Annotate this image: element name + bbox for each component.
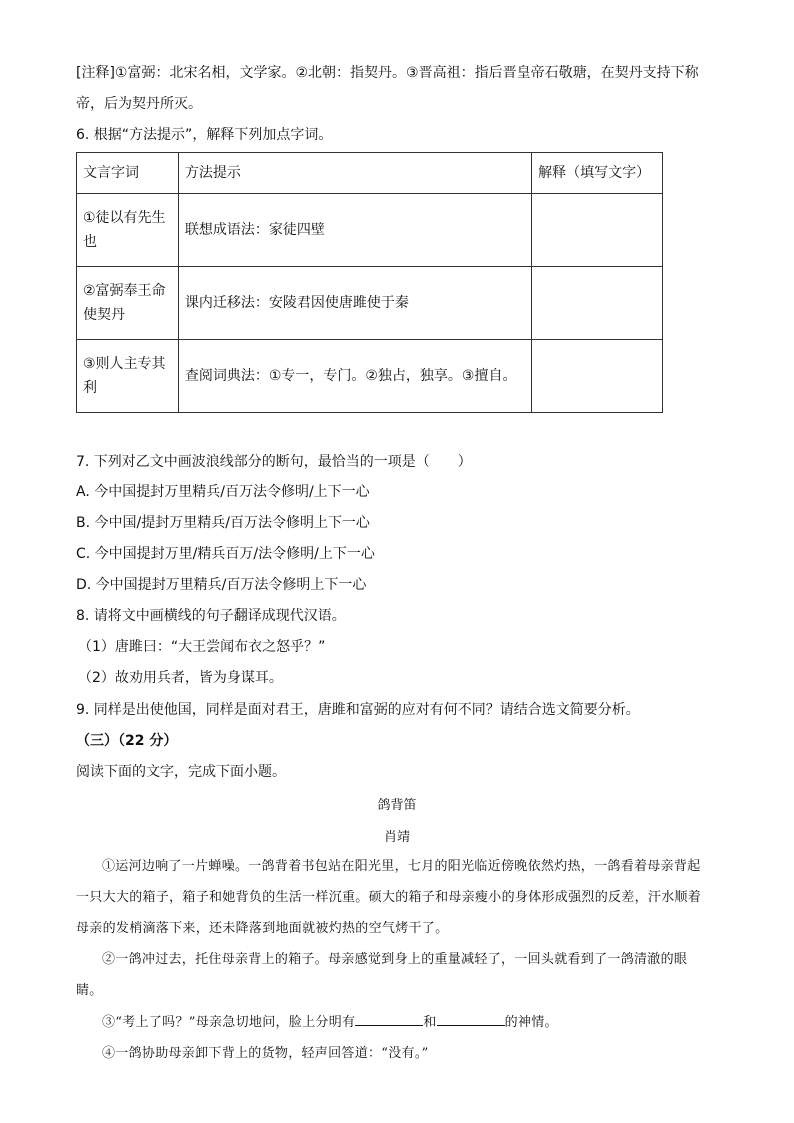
option-d[interactable]: D. 今中国提封万里精兵/百万法令修明上下一心 bbox=[76, 577, 367, 593]
passage-title: 鸽背笛 bbox=[377, 798, 417, 813]
hint-cell: 课内迁移法：安陵君因使唐雎使于秦 bbox=[178, 267, 531, 340]
word-line: ①徒以有先生 bbox=[83, 210, 166, 226]
translation-sentence-1: （1）唐雎曰：“大王尝闻布衣之怒乎？” bbox=[78, 639, 326, 655]
word-line: 使契丹 bbox=[83, 307, 125, 323]
passage-paragraph-4: ④一鸽协助母亲卸下背上的货物，轻声回答道：“没有。” bbox=[102, 1046, 429, 1061]
hint-cell: 联想成语法：家徒四壁 bbox=[178, 194, 531, 267]
option-b[interactable]: B. 今中国/提封万里精兵/百万法令修明上下一心 bbox=[76, 515, 370, 531]
vocabulary-table bbox=[76, 152, 663, 413]
word-line: ③则人主专其 bbox=[83, 356, 166, 372]
paragraph-text: 的神情。 bbox=[504, 1015, 558, 1030]
question-6-prompt: 6. 根据“方法提示”，解释下列加点字词。 bbox=[76, 127, 333, 143]
passage-paragraph-3 bbox=[76, 1007, 710, 1038]
answer-cell[interactable] bbox=[532, 340, 663, 413]
question-8-prompt: 8. 请将文中画横线的句子翻译成现代汉语。 bbox=[76, 608, 346, 624]
table-row bbox=[77, 340, 663, 413]
hint-cell: 查阅词典法：①专一，专门。②独占，独享。③擅自。 bbox=[178, 340, 531, 413]
fill-blank-1[interactable] bbox=[355, 1011, 423, 1026]
table-header-cell: 解释（填写文字） bbox=[532, 153, 663, 194]
answer-cell[interactable] bbox=[532, 267, 663, 340]
answer-cell[interactable] bbox=[532, 194, 663, 267]
section-heading: （三）（22 分） bbox=[76, 733, 178, 749]
option-a[interactable]: A. 今中国提封万里精兵/百万法令修明/上下一心 bbox=[76, 484, 370, 500]
translation-sentence-2: （2）故劝用兵者，皆为身谋耳。 bbox=[78, 670, 283, 686]
word-cell bbox=[77, 267, 179, 340]
paragraph-text: ③“考上了吗？”母亲急切地问，脸上分明有 bbox=[102, 1015, 356, 1030]
word-line: 利 bbox=[83, 380, 97, 396]
table-header-cell: 方法提示 bbox=[178, 153, 531, 194]
annotation-line-2: 帝，后为契丹所灭。 bbox=[76, 96, 202, 112]
reading-instruction: 阅读下面的文字，完成下面小题。 bbox=[76, 764, 286, 780]
table-row bbox=[77, 267, 663, 340]
annotation-line-1: [注释]①富弼：北宋名相，文学家。②北朝：指契丹。③晋高祖：指后晋皇帝石敬瑭，在契丹支持下称 bbox=[76, 65, 699, 81]
question-7-prompt: 7. 下列对乙文中画波浪线部分的断句，最恰当的一项是（ ） bbox=[76, 454, 472, 470]
word-cell bbox=[77, 340, 179, 413]
paragraph-text: 和 bbox=[423, 1015, 437, 1030]
table-header-row bbox=[77, 153, 663, 194]
word-line: ②富弼奉王命 bbox=[83, 283, 166, 299]
fill-blank-2[interactable] bbox=[437, 1011, 505, 1026]
passage-author: 肖靖 bbox=[383, 830, 410, 845]
passage-paragraph-2: ②一鸽冲过去，托住母亲背上的箱子。母亲感觉到身上的重量减轻了，一回头就看到了一鸽清澈的眼睛。 bbox=[76, 952, 688, 998]
table-row bbox=[77, 194, 663, 267]
passage-paragraph-1: ①运河边响了一片蝉噪。一鸽背着书包站在阳光里，七月的阳光临近傍晚依然灼热，一鸽看着母亲背起一只大大的箱子，箱子和她背负的生活一样沉重。硕大的箱子和母亲瘦小的身体形成强烈的反差，汗水顺着母亲的发梢滴落下来，还未降落到地面就被灼热的空气烤干了。 bbox=[76, 859, 702, 936]
question-9-prompt: 9. 同样是出使他国，同样是面对君王，唐雎和富弼的应对有何不同？请结合选文简要分析。 bbox=[76, 702, 640, 718]
table-header-cell: 文言字词 bbox=[77, 153, 179, 194]
option-c[interactable]: C. 今中国提封万里/精兵百万/法令修明/上下一心 bbox=[76, 546, 375, 562]
word-line: 也 bbox=[83, 234, 97, 250]
word-cell bbox=[77, 194, 179, 267]
